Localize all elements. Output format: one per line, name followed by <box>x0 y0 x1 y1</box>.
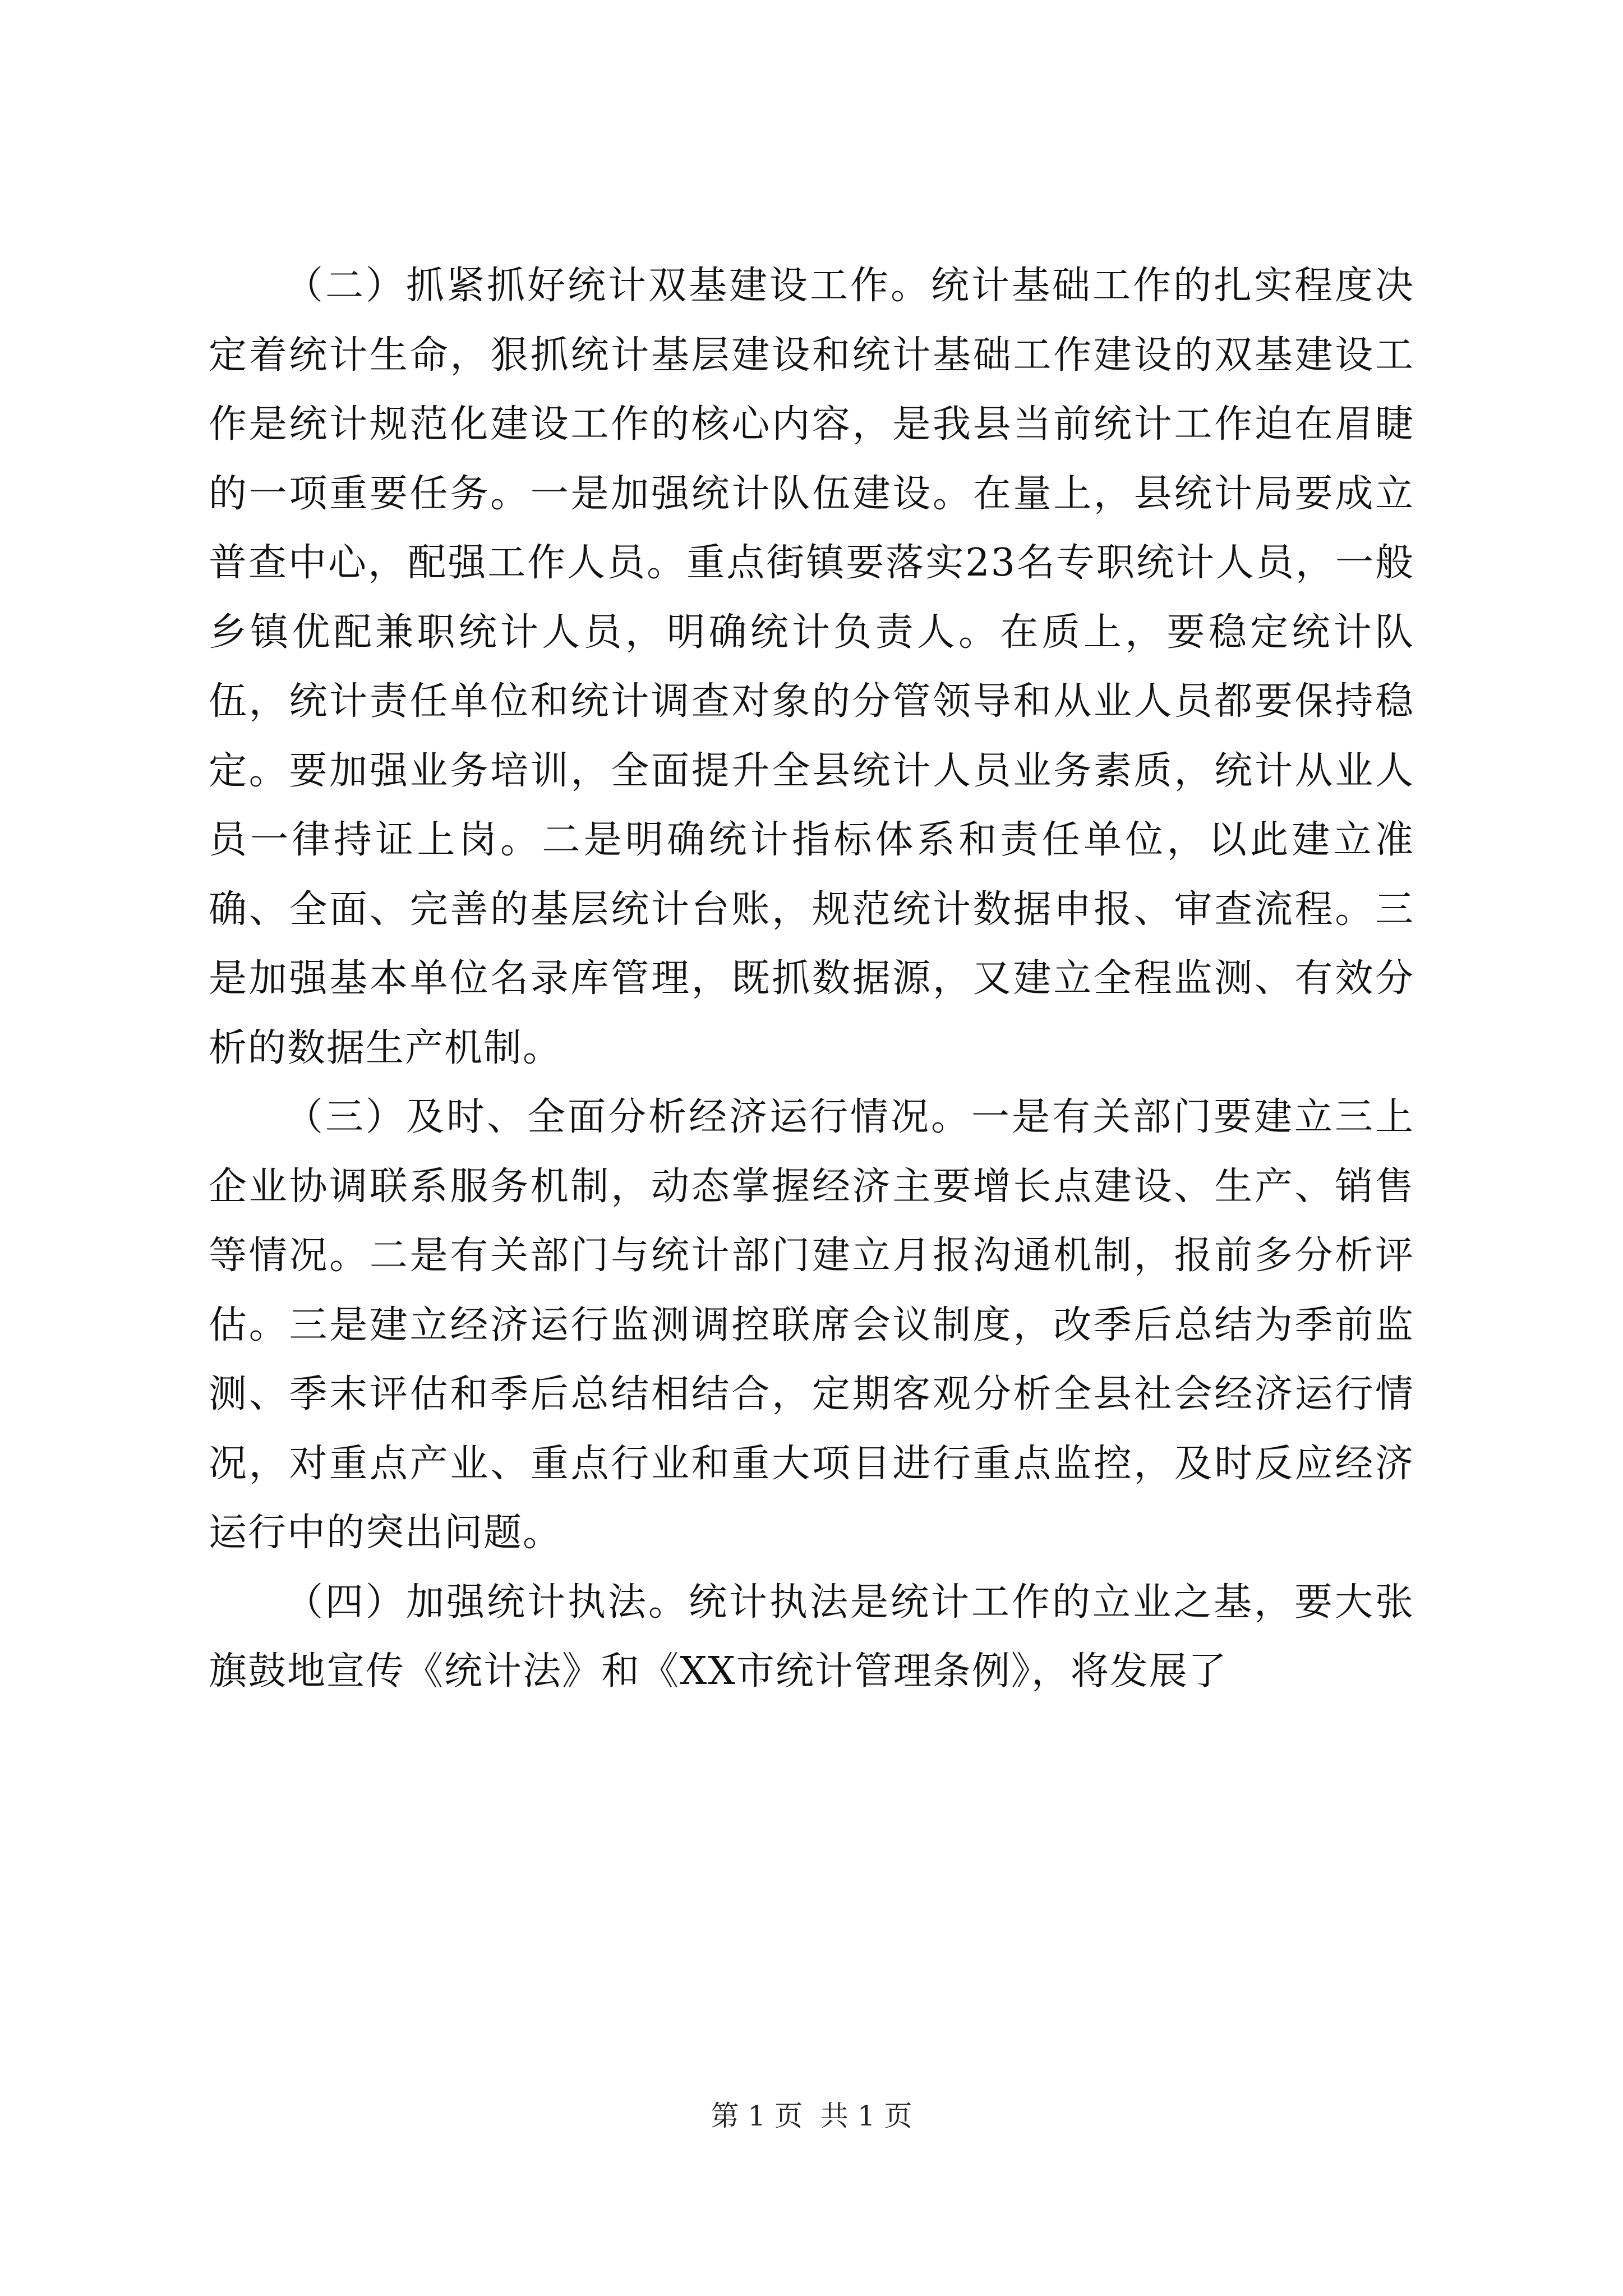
page-footer <box>0 2099 1623 2133</box>
paragraph-shuangji-construction: （二）抓紧抓好统计双基建设工作。统计基础工作的扎实程度决定着统计生命，狠抓统计基层建设和统计基础工作建设的双基建设工作是统计规范化建设工作的核心内容，是我县当前统计工作迫在眉睫的一项重要任务。一是加强统计队伍建设。在量上，县统计局要成立普查中心，配强工作人员。重点街镇要落实23名专职统计人员，一般乡镇优配兼职统计人员，明确统计负责人。在质上，要稳定统计队伍，统计责任单位和统计调查对象的分管领导和从业人员都要保持稳定。要加强业务培训，全面提升全县统计人员业务素质，统计从业人员一律持证上岗。二是明确统计指标体系和责任单位，以此建立准确、全面、完善的基层统计台账，规范统计数据申报、审查流程。三是加强基本单位名录库管理，既抓数据源，又建立全程监测、有效分析的数据生产机制。 <box>209 264 1414 1070</box>
paragraph-economic-analysis: （三）及时、全面分析经济运行情况。一是有关部门要建立三上企业协调联系服务机制，动态掌握经济主要增长点建设、生产、销售等情况。二是有关部门与统计部门建立月报沟通机制，报前多分析评估。三是建立经济运行监测调控联席会议制度，改季后总结为季前监测、季末评估和季后总结相结合，定期客观分析全县社会经济运行情况，对重点产业、重点行业和重大项目进行重点监控，及时反应经济运行中的突出问题。 <box>209 1095 1414 1555</box>
document-body <box>209 251 1414 1706</box>
page-number-label: 第 1 页 共 1 页 <box>711 2100 912 2132</box>
paragraph-statistical-enforcement: （四）加强统计执法。统计执法是统计工作的立业之基，要大张旗鼓地宣传《统计法》和《XX市统计管理条例》，将发展了 <box>209 1580 1414 1694</box>
